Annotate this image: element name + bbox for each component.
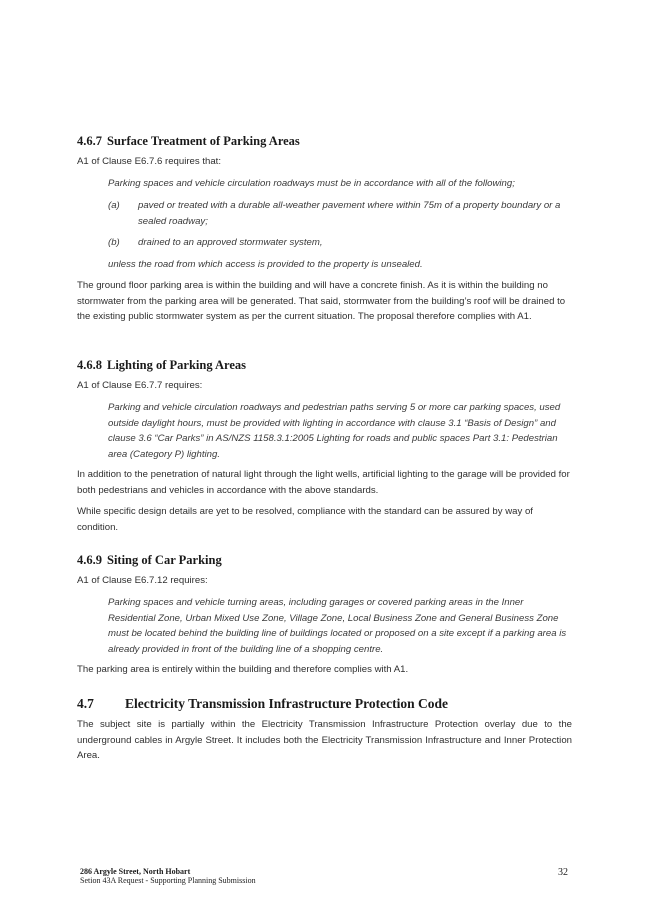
section-4-6-8-paragraph-2: While specific design details are yet to be resolved, compliance with the standard can be assured by way of condition. xyxy=(77,506,533,533)
section-4-7-heading xyxy=(77,696,448,712)
section-4-6-8-intro: A1 of Clause E6.7.7 requires: xyxy=(77,380,203,391)
section-title: Lighting of Parking Areas xyxy=(107,358,247,372)
list-marker: (b) xyxy=(108,237,120,248)
section-number: 4.6.9 xyxy=(77,553,102,567)
section-4-6-9-paragraph: The parking area is entirely within the building and therefore complies with A1. xyxy=(77,664,409,675)
list-marker: (a) xyxy=(108,200,120,211)
footer-subtitle: Setion 43A Request - Supporting Planning Submission xyxy=(80,876,256,885)
section-title: Electricity Transmission Infrastructure Protection Code xyxy=(125,696,448,711)
section-title: Siting of Car Parking xyxy=(107,553,222,567)
section-4-6-8-paragraph-1: In addition to the penetration of natural light through the light wells, artificial lighting to the garage will be provided for both pedestrians and vehicles in accordance with the above standards. xyxy=(77,469,570,496)
section-number: 4.6.7 xyxy=(77,134,102,148)
section-4-6-7-item-a xyxy=(108,198,574,229)
section-4-6-7-paragraph: The ground floor parking area is within the building and will have a concrete finish. As it is within the building no stormwater from the parking area will be generated. That said, stormwater from the building’s roof will be drained to the existing public stormwater system as per the current situation. The proposal therefore complies with A1. xyxy=(77,280,566,323)
section-4-6-8-quote: Parking and vehicle circulation roadways and pedestrian paths serving 5 or more car parking spaces, used outside daylight hours, must be provided with lighting in accordance with clause 3.1 “Basis of Design” and clause 3.6 “Car Parks” in AS/NZS 1158.3.1:2005 Lighting for roads and public spaces Part 3.1: Pedestrian area (Category P) lighting. xyxy=(108,402,561,460)
section-4-6-7-heading xyxy=(77,134,300,149)
list-text: drained to an approved stormwater system, xyxy=(138,237,323,248)
footer-address: 286 Argyle Street, North Hobart xyxy=(80,867,191,876)
section-number: 4.7 xyxy=(77,696,94,711)
page-number: 32 xyxy=(558,867,568,878)
section-4-6-7-quote: Parking spaces and vehicle circulation roadways must be in accordance with all of the following; xyxy=(108,178,515,189)
section-4-6-9-quote: Parking spaces and vehicle turning areas, including garages or covered parking areas in the Inner Residential Zone, Urban Mixed Use Zone, Village Zone, Local Business Zone and General Business Zone must be located behind the building line of buildings located or proposed on a site except if a parking area is already provided in front of the building line of a shopping centre. xyxy=(108,597,567,655)
section-title: Surface Treatment of Parking Areas xyxy=(107,134,300,148)
section-4-6-9-intro: A1 of Clause E6.7.12 requires: xyxy=(77,575,208,586)
section-4-6-7-quote-end: unless the road from which access is provided to the property is unsealed. xyxy=(108,259,423,270)
section-4-6-9-heading xyxy=(77,553,222,568)
section-4-6-7-intro: A1 of Clause E6.7.6 requires that: xyxy=(77,156,221,167)
section-number: 4.6.8 xyxy=(77,358,102,372)
list-text: paved or treated with a durable all-weather pavement where within 75m of a property boundary or a sealed roadway; xyxy=(138,200,561,227)
section-4-6-8-heading xyxy=(77,358,246,373)
section-4-6-7-item-b xyxy=(108,235,574,251)
section-4-7-paragraph: The subject site is partially within the Electricity Transmission Infrastructure Protection overlay due to the underground cables in Argyle Street. It includes both the Electricity Transmission Infrastructure and Inner Protection Area. xyxy=(77,719,572,762)
